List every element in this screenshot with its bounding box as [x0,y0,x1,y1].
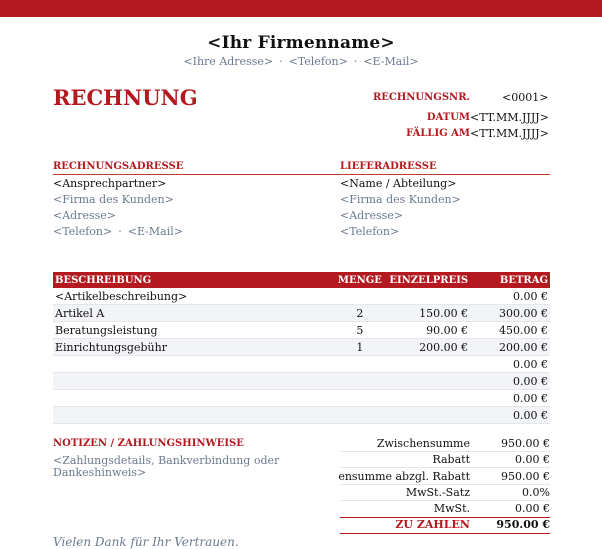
summary-divider [340,500,550,501]
shipping-name: <Name / Abteilung> [340,177,457,190]
tax-rate-value: 0.0% [522,486,550,499]
row-description [53,407,332,424]
separator-dot: · [353,55,358,68]
row-quantity [332,356,387,373]
row-amount: 300.00 € [470,305,550,322]
subtotal-value: 950.00 € [501,437,550,450]
row-unit-price: 200.00 € [387,339,470,356]
discount-value: 0.00 € [515,453,550,466]
shipping-company: <Firma des Kunden> [340,193,461,206]
row-quantity: 2 [332,305,387,322]
tax-label: MwSt. [433,502,470,515]
header-description: BESCHREIBUNG [53,272,332,288]
row-unit-price [387,356,470,373]
row-description: Einrichtungsgebühr [53,339,332,356]
row-amount: 200.00 € [470,339,550,356]
separator-dot: · [118,225,122,238]
row-quantity [332,373,387,390]
summary-divider [340,451,550,452]
table-row [53,288,550,305]
row-quantity: 5 [332,322,387,339]
row-unit-price: 90.00 € [387,322,470,339]
table-row [53,390,550,407]
thank-you-note: Vielen Dank für Ihr Vertrauen. [53,535,239,549]
net-total-value: 950.00 € [501,470,550,483]
row-quantity [332,407,387,424]
notes-line-1: <Zahlungsdetails, Bankverbindung oder [53,454,280,467]
shipping-heading: LIEFERADRESSE [340,161,437,172]
amount-due-bottom-rule [340,533,550,534]
invoice-date-label: DATUM [426,112,470,123]
tax-value: 0.00 € [515,502,550,515]
billing-company: <Firma des Kunden> [53,193,174,206]
table-row [53,356,550,373]
row-description: Beratungsleistung [53,322,332,339]
items-header-row [53,272,550,288]
billing-phone: <Telefon> [53,225,113,238]
company-phone: <Telefon> [288,55,348,68]
row-description: <Artikelbeschreibung> [53,288,332,305]
invoice-date-value: <TT.MM.JJJJ> [470,111,549,124]
shipping-phone: <Telefon> [340,225,400,238]
row-description [53,356,332,373]
row-amount: 0.00 € [470,407,550,424]
header-quantity: MENGE [332,272,387,288]
row-quantity [332,288,387,305]
company-address: <Ihre Adresse> [183,55,274,68]
amount-due-value: 950.00 € [496,518,550,531]
row-amount: 0.00 € [470,288,550,305]
shipping-address: <Adresse> [340,209,403,222]
company-name: <Ihr Firmenname> [207,33,395,53]
header-unit-price: EINZELPREIS [387,272,470,288]
row-unit-price [387,407,470,424]
row-quantity: 1 [332,339,387,356]
items-table [53,272,550,424]
row-unit-price [387,390,470,407]
billing-phone-email [53,225,183,238]
notes-heading: NOTIZEN / ZAHLUNGSHINWEISE [53,438,244,449]
row-amount: 0.00 € [470,373,550,390]
row-amount: 0.00 € [470,356,550,373]
amount-due-label: ZU ZAHLEN [395,518,470,531]
table-row [53,322,550,339]
invoice-number-label: RECHNUNGSNR. [372,92,470,103]
separator-dot: · [279,55,283,68]
invoice-title: RECHNUNG [53,85,198,110]
row-unit-price [387,373,470,390]
net-total-label: ensumme abzgl. Rabatt [338,470,470,483]
row-quantity [332,390,387,407]
billing-contact: <Ansprechpartner> [53,177,167,190]
row-amount: 0.00 € [470,390,550,407]
billing-address: <Adresse> [53,209,116,222]
invoice-number-value: <0001> [502,91,549,104]
invoice-due-label: FÄLLIG AM [406,128,470,139]
invoice-due-value: <TT.MM.JJJJ> [470,127,549,140]
row-amount: 450.00 € [470,322,550,339]
table-row [53,407,550,424]
discount-label: Rabatt [432,453,470,466]
summary-divider [340,484,550,485]
table-row [53,373,550,390]
row-unit-price: 150.00 € [387,305,470,322]
billing-heading: RECHNUNGSADRESSE [53,161,184,172]
address-divider [53,174,550,175]
billing-email: <E-Mail> [127,225,183,238]
notes-line-2: Dankeshinweis> [53,466,147,479]
row-unit-price [387,288,470,305]
company-email: <E-Mail> [363,55,419,68]
tax-rate-label: MwSt.-Satz [405,486,470,499]
row-description [53,390,332,407]
subtotal-label: Zwischensumme [376,437,470,450]
header-amount: BETRAG [470,272,550,288]
top-accent-bar [0,0,602,17]
table-row [53,305,550,322]
row-description: Artikel A [53,305,332,322]
table-row [53,339,550,356]
company-contact-line [0,55,602,68]
row-description [53,373,332,390]
summary-divider [340,467,550,468]
